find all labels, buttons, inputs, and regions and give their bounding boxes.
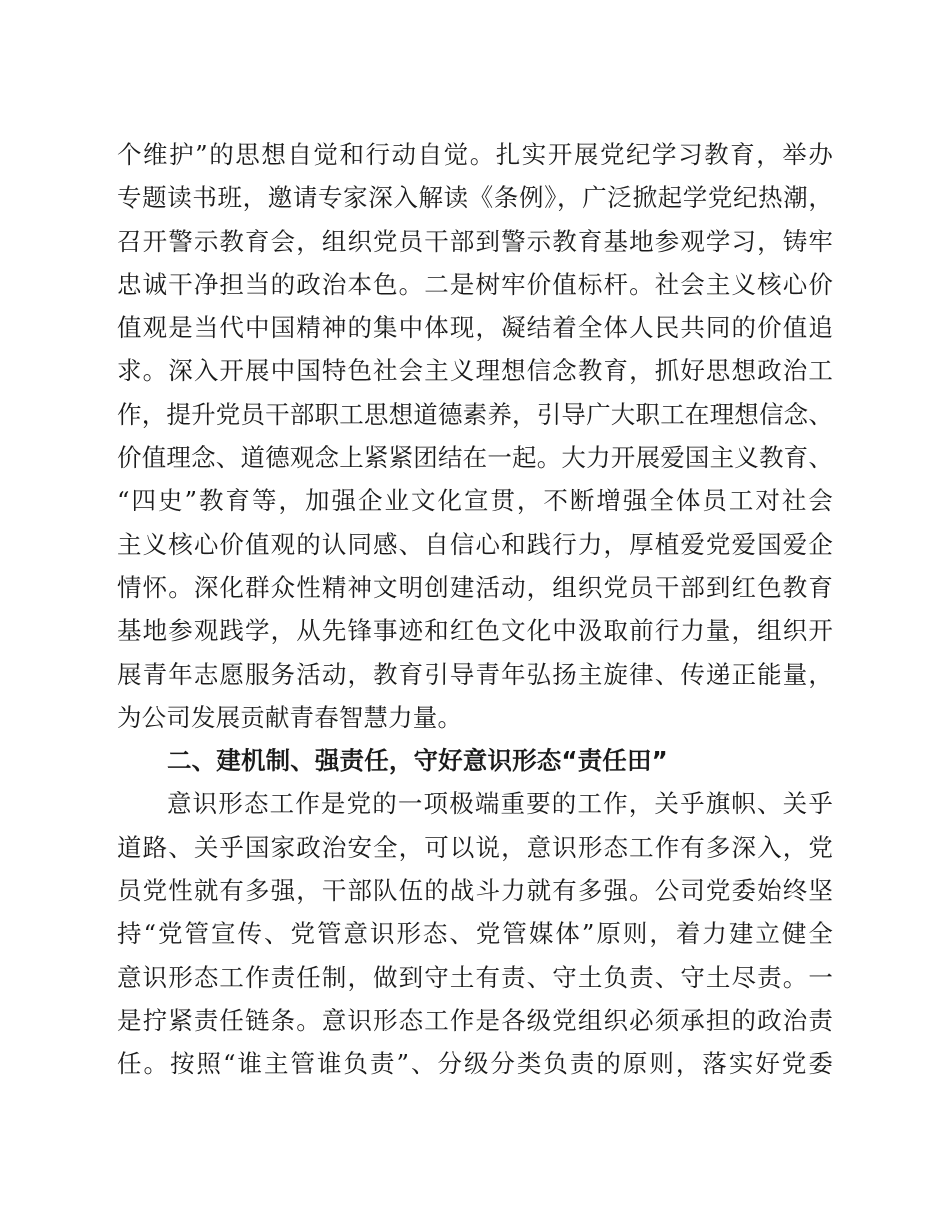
paragraph-line: 员党性就有多强，干部队伍的战斗力就有多强。公司党委始终坚	[117, 876, 833, 906]
paragraph-line: 持“党管宣传、党管意识形态、党管媒体”原则，着力建立健全	[117, 919, 833, 949]
paragraph-line: 价值理念、道德观念上紧紧团结在一起。大力开展爱国主义教育、	[117, 443, 833, 473]
paragraph-line: 忠诚干净担当的政治本色。二是树牢价值标杆。社会主义核心价	[117, 269, 833, 299]
section-heading: 二、建机制、强责任，守好意识形态“责任田”	[167, 746, 668, 776]
paragraph-line: 任。按照“谁主管谁负责”、分级分类负责的原则，落实好党委	[117, 1049, 833, 1079]
paragraph-line: 道路、关乎国家政治安全，可以说，意识形态工作有多深入，党	[117, 832, 833, 862]
paragraph-line: 基地参观践学，从先锋事迹和红色文化中汲取前行力量，组织开	[117, 616, 833, 646]
document-body	[117, 133, 833, 1086]
paragraph-line: 意识形态工作责任制，做到守土有责、守土负责、守土尽责。一	[117, 962, 833, 992]
paragraph-line: 展青年志愿服务活动，教育引导青年弘扬主旋律、传递正能量，	[117, 659, 833, 689]
paragraph-line: 是拧紧责任链条。意识形态工作是各级党组织必须承担的政治责	[117, 1005, 833, 1035]
paragraph-line: 为公司发展贡献青春智慧力量。	[117, 702, 463, 732]
paragraph-line: 求。深入开展中国特色社会主义理想信念教育，抓好思想政治工	[117, 356, 833, 386]
paragraph-line: 作，提升党员干部职工思想道德素养，引导广大职工在理想信念、	[117, 399, 833, 429]
paragraph-line: 值观是当代中国精神的集中体现，凝结着全体人民共同的价值追	[117, 313, 833, 343]
paragraph-line: 召开警示教育会，组织党员干部到警示教育基地参观学习，铸牢	[117, 226, 833, 256]
paragraph-line: 专题读书班，邀请专家深入解读《条例》，广泛掀起学党纪热潮，	[117, 183, 833, 213]
paragraph-line: 情怀。深化群众性精神文明创建活动，组织党员干部到红色教育	[117, 572, 833, 602]
paragraph-line: 个维护”的思想自觉和行动自觉。扎实开展党纪学习教育，举办	[117, 140, 833, 169]
paragraph-line: 主义核心价值观的认同感、自信心和践行力，厚植爱党爱国爱企	[117, 529, 833, 559]
paragraph-line: 意识形态工作是党的一项极端重要的工作，关乎旗帜、关乎	[167, 789, 833, 819]
paragraph-line: “四史”教育等，加强企业文化宣贯，不断增强全体员工对社会	[117, 486, 833, 516]
